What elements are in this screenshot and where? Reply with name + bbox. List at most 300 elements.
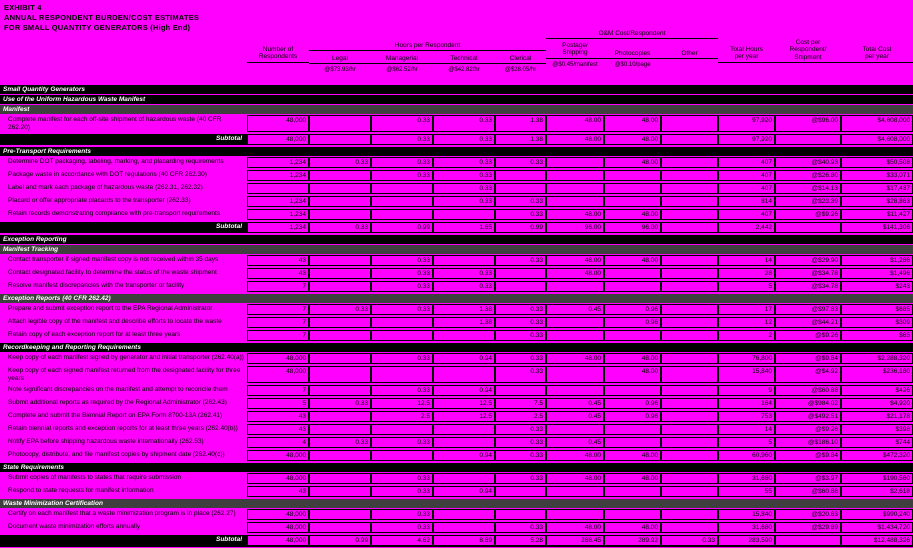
- cell-cost-per-respondent: @$20.63: [775, 509, 841, 520]
- col-header-legal: Legal: [309, 55, 371, 64]
- cell-om-other: [661, 437, 718, 448]
- cell-hours-legal: [309, 353, 371, 364]
- cell-total-cost: $50,508: [841, 157, 913, 168]
- section-header: Exception Reporting: [0, 235, 913, 244]
- cell-num-respondents: 7: [247, 317, 309, 328]
- cell-hours-legal: [309, 209, 371, 220]
- cell-hours-clerical: [495, 183, 546, 194]
- subtotal-label: Subtotal: [0, 134, 247, 145]
- cell-om-postage: 48.00: [546, 268, 604, 279]
- rate-managerial: @$62.52/hr: [386, 67, 418, 73]
- cell-hours-clerical: 0.33: [495, 255, 546, 266]
- table-row: [0, 170, 913, 181]
- cell-om-other: [661, 486, 718, 497]
- cell-total-hours: 283,590: [718, 535, 775, 547]
- row-label: Resolve manifest discrepancies with the transporter or facility: [8, 282, 185, 289]
- cell-om-photocopies: 48.00: [604, 473, 661, 484]
- cell-om-other: [661, 281, 718, 292]
- row-label: Submit copies of manifests to states that require submission: [8, 474, 182, 481]
- cell-hours-legal: [309, 509, 371, 520]
- cell-total-cost: $426: [841, 385, 913, 396]
- cell-om-other: [661, 209, 718, 220]
- cell-hours-legal: 0.33: [309, 222, 371, 233]
- cell-hours-managerial: [371, 330, 433, 341]
- row-label: Package waste in accordance with DOT regulations (40 CFR 262.30): [8, 171, 207, 178]
- cell-num-respondents: 43: [247, 486, 309, 497]
- row-label: Keep copy of each manifest signed by generator and initial transporter (262.40(a)): [8, 354, 244, 361]
- cell-hours-clerical: 0.33: [495, 437, 546, 448]
- cell-hours-managerial: 0.33: [371, 385, 433, 396]
- row-label: Determine DOT packaging, labeling, marking, and placarding requirements: [8, 158, 224, 165]
- row-label: Complete manifest for each off-site shipment of hazardous waste (40 CFR 262.20): [8, 116, 222, 131]
- cell-num-respondents: 7: [247, 281, 309, 292]
- cell-total-hours: 15,840: [718, 366, 775, 383]
- cell-om-photocopies: 48.00: [604, 522, 661, 533]
- cell-hours-technical: 0.94: [433, 353, 495, 364]
- cell-num-respondents: 48,000: [247, 353, 309, 364]
- cell-hours-managerial: 0.99: [371, 222, 433, 233]
- cell-om-photocopies: 48.00: [604, 255, 661, 266]
- cell-hours-managerial: 0.33: [371, 437, 433, 448]
- cell-hours-managerial: [371, 209, 433, 220]
- table-row: [0, 281, 913, 292]
- cell-total-hours: 31,680: [718, 522, 775, 533]
- cell-om-photocopies: 48.00: [604, 353, 661, 364]
- group-header-om-cost: O&M Cost/Respondent: [546, 30, 718, 39]
- subsection-header: Manifest: [0, 105, 913, 114]
- cell-hours-legal: [309, 134, 371, 145]
- cell-om-postage: [546, 330, 604, 341]
- rate-technical: @$42.82/hr: [448, 67, 480, 73]
- cell-cost-per-respondent: @$492.51: [775, 411, 841, 422]
- cell-hours-clerical: 0.33: [495, 366, 546, 383]
- cell-hours-managerial: 0.33: [371, 509, 433, 520]
- cell-cost-per-respondent: [775, 535, 841, 547]
- cell-total-cost: $190,560: [841, 473, 913, 484]
- cell-hours-technical: 0.33: [433, 170, 495, 181]
- rate-photocopies: @$0.10/page: [614, 62, 651, 68]
- cell-hours-technical: [433, 424, 495, 435]
- cell-om-postage: 48.00: [546, 209, 604, 220]
- sub-row: [0, 294, 913, 303]
- cell-total-hours: 14: [718, 255, 775, 266]
- cell-om-photocopies: [604, 196, 661, 207]
- cell-total-cost: $744: [841, 437, 913, 448]
- cell-hours-clerical: 0.33: [495, 317, 546, 328]
- cell-om-photocopies: 48.00: [604, 157, 661, 168]
- cell-om-photocopies: [604, 281, 661, 292]
- cell-total-cost: $17,437: [841, 183, 913, 194]
- cell-om-other: [661, 157, 718, 168]
- cell-om-postage: 288.45: [546, 535, 604, 547]
- cell-om-photocopies: [604, 509, 661, 520]
- title-block: [4, 3, 199, 32]
- cell-cost-per-respondent: @$44.21: [775, 317, 841, 328]
- cell-num-respondents: 48,000: [247, 115, 309, 132]
- cell-total-hours: 97,920: [718, 134, 775, 145]
- cell-num-respondents: 48,000: [247, 535, 309, 547]
- cell-cost-per-respondent: [775, 222, 841, 233]
- cell-num-respondents: 48,000: [247, 473, 309, 484]
- rate-postage: @$0.45/manifest: [552, 62, 598, 68]
- section-header: Pre-Transport Requirements: [0, 147, 913, 156]
- cell-hours-managerial: [371, 183, 433, 194]
- cell-hours-managerial: 0.33: [371, 473, 433, 484]
- subsection-header: Exception Reports (40 CFR 262.42): [0, 294, 913, 303]
- table-row: [0, 385, 913, 396]
- subtotal-row: [0, 535, 913, 547]
- cell-hours-clerical: 2.5: [495, 411, 546, 422]
- cell-om-photocopies: [604, 183, 661, 194]
- cell-total-cost: $472,320: [841, 450, 913, 461]
- cell-total-hours: 97,920: [718, 115, 775, 132]
- row-label: Photocopy, distribute, and file manifest copies by shipment date (262.40(c)): [8, 451, 225, 458]
- cell-hours-legal: [309, 196, 371, 207]
- section-row: [0, 95, 913, 104]
- table-row: [0, 486, 913, 497]
- group-header-hours-per-respondent: Hours per Respondent: [309, 42, 546, 51]
- cell-hours-technical: 1.38: [433, 304, 495, 315]
- cell-hours-managerial: 2.5: [371, 411, 433, 422]
- cell-num-respondents: 48,000: [247, 134, 309, 145]
- cell-hours-legal: [309, 115, 371, 132]
- cell-hours-clerical: 7.5: [495, 398, 546, 409]
- cell-hours-legal: [309, 366, 371, 383]
- table-row: [0, 509, 913, 520]
- cell-hours-technical: 0.33: [433, 196, 495, 207]
- section-header: Recordkeeping and Reporting Requirements: [0, 343, 913, 352]
- cell-hours-managerial: 4.62: [371, 535, 433, 547]
- cell-num-respondents: 48,000: [247, 522, 309, 533]
- cell-om-other: 0.33: [661, 535, 718, 547]
- row-label: Respond to state requests for manifest information: [8, 487, 154, 494]
- table-row: [0, 424, 913, 435]
- cell-num-respondents: 43: [247, 255, 309, 266]
- cell-hours-technical: 1.65: [433, 222, 495, 233]
- row-label: Document waste minimization efforts annually: [8, 523, 141, 530]
- cell-hours-technical: 0.33: [433, 268, 495, 279]
- cell-num-respondents: 7: [247, 330, 309, 341]
- cell-hours-legal: [309, 473, 371, 484]
- cell-total-hours: 753: [718, 411, 775, 422]
- table-row: [0, 353, 913, 364]
- cell-om-photocopies: 96.00: [604, 222, 661, 233]
- cell-om-postage: 0.45: [546, 304, 604, 315]
- subtotal-row: [0, 134, 913, 145]
- cell-hours-legal: [309, 522, 371, 533]
- cell-cost-per-respondent: @$23.39: [775, 196, 841, 207]
- cell-hours-managerial: 0.33: [371, 353, 433, 364]
- row-label: Attach legible copy of the manifest and describe efforts to locate the waste: [8, 318, 222, 325]
- cell-cost-per-respondent: @$9.26: [775, 424, 841, 435]
- cell-hours-clerical: [495, 281, 546, 292]
- cell-om-photocopies: 0.96: [604, 304, 661, 315]
- cell-num-respondents: 48,000: [247, 509, 309, 520]
- cell-hours-technical: 1.38: [433, 317, 495, 328]
- cell-total-hours: 407: [718, 157, 775, 168]
- cell-hours-technical: [433, 209, 495, 220]
- table-row: [0, 115, 913, 132]
- subtotal-label: Subtotal: [0, 222, 247, 233]
- cell-om-other: [661, 317, 718, 328]
- cell-total-cost: $243: [841, 281, 913, 292]
- section-row: [0, 463, 913, 472]
- table-row: [0, 366, 913, 383]
- cell-hours-legal: 0.33: [309, 157, 371, 168]
- cell-hours-managerial: 0.33: [371, 115, 433, 132]
- cell-total-cost: $4,608,000: [841, 115, 913, 132]
- col-header-postage-shipping: Postage/ Shipping: [546, 42, 604, 59]
- cell-hours-clerical: 0.33: [495, 196, 546, 207]
- table-row: [0, 473, 913, 484]
- cell-hours-managerial: [371, 317, 433, 328]
- table-row: [0, 183, 913, 194]
- cell-cost-per-respondent: @$9.26: [775, 330, 841, 341]
- cell-om-other: [661, 424, 718, 435]
- cell-hours-technical: 0.94: [433, 486, 495, 497]
- cell-om-postage: [546, 183, 604, 194]
- cell-hours-legal: 0.33: [309, 437, 371, 448]
- cell-num-respondents: 1,234: [247, 157, 309, 168]
- cell-om-postage: [546, 157, 604, 168]
- cell-om-photocopies: [604, 385, 661, 396]
- table-row: [0, 196, 913, 207]
- cell-total-hours: 60,960: [718, 450, 775, 461]
- table-row: [0, 304, 913, 315]
- cell-om-photocopies: [604, 268, 661, 279]
- cell-hours-managerial: [371, 366, 433, 383]
- cell-om-photocopies: [604, 486, 661, 497]
- cell-om-other: [661, 522, 718, 533]
- cell-hours-managerial: [371, 196, 433, 207]
- cell-hours-legal: [309, 268, 371, 279]
- cell-hours-technical: 0.33: [433, 134, 495, 145]
- col-header-technical: Technical: [433, 55, 495, 64]
- cell-cost-per-respondent: @$96.00: [775, 115, 841, 132]
- cell-total-hours: 12: [718, 317, 775, 328]
- cell-cost-per-respondent: @$29.90: [775, 255, 841, 266]
- cell-total-hours: 2: [718, 330, 775, 341]
- cell-om-other: [661, 366, 718, 383]
- cell-hours-managerial: 0.33: [371, 281, 433, 292]
- cell-om-other: [661, 196, 718, 207]
- cell-total-cost: $33,071: [841, 170, 913, 181]
- cell-hours-legal: 0.33: [309, 304, 371, 315]
- cell-total-cost: $65: [841, 330, 913, 341]
- sub-row: [0, 499, 913, 508]
- cell-om-postage: 0.45: [546, 398, 604, 409]
- cell-hours-technical: 0.33: [433, 157, 495, 168]
- cell-om-postage: [546, 281, 604, 292]
- cell-total-hours: 407: [718, 183, 775, 194]
- cell-hours-legal: [309, 411, 371, 422]
- cell-om-other: [661, 330, 718, 341]
- row-label: Placard or offer appropriate placards to the transporter (262.33): [8, 197, 191, 204]
- cell-total-cost: $2,618: [841, 486, 913, 497]
- table-row: [0, 330, 913, 341]
- cell-hours-legal: [309, 183, 371, 194]
- row-label: Contact transporter if signed manifest copy is not received within 35 days: [8, 256, 219, 263]
- cell-hours-technical: [433, 437, 495, 448]
- cell-num-respondents: 43: [247, 424, 309, 435]
- cell-om-photocopies: [604, 424, 661, 435]
- cell-om-other: [661, 353, 718, 364]
- cell-hours-technical: 0.33: [433, 281, 495, 292]
- cell-hours-technical: [433, 473, 495, 484]
- section-row: [0, 235, 913, 244]
- cell-hours-technical: [433, 330, 495, 341]
- subtotal-label: Subtotal: [0, 535, 247, 547]
- cell-num-respondents: 7: [247, 304, 309, 315]
- col-header-managerial: Managerial: [371, 55, 433, 64]
- cell-om-other: [661, 255, 718, 266]
- cell-om-postage: 48.00: [546, 134, 604, 145]
- cell-total-cost: $12,488,326: [841, 535, 913, 547]
- cell-total-cost: $2,288,320: [841, 353, 913, 364]
- cell-total-cost: $4,608,000: [841, 134, 913, 145]
- cell-hours-technical: [433, 366, 495, 383]
- row-label: Retain biennial reports and exception reports for at least three years (262.40(b)): [8, 425, 238, 432]
- cell-total-hours: 15,840: [718, 509, 775, 520]
- cell-hours-legal: [309, 385, 371, 396]
- cell-total-cost: $309: [841, 317, 913, 328]
- cell-num-respondents: 7: [247, 385, 309, 396]
- cell-hours-technical: 0.33: [433, 183, 495, 194]
- col-header-total-cost: Total Cost per year: [841, 46, 913, 63]
- cell-om-other: [661, 473, 718, 484]
- cell-total-hours: 407: [718, 209, 775, 220]
- cell-cost-per-respondent: @$60.88: [775, 385, 841, 396]
- cell-om-other: [661, 385, 718, 396]
- row-label: Complete and submit the Biennial Report on EPA Form 8700-13A (262.41): [8, 412, 223, 419]
- cell-om-postage: [546, 385, 604, 396]
- cell-om-postage: 96.00: [546, 222, 604, 233]
- cell-om-other: [661, 509, 718, 520]
- cell-om-other: [661, 411, 718, 422]
- cell-cost-per-respondent: @$9.26: [775, 209, 841, 220]
- sub-row: [0, 105, 913, 114]
- cell-cost-per-respondent: @$186.10: [775, 437, 841, 448]
- cell-total-cost: $685: [841, 304, 913, 315]
- cell-hours-managerial: 0.33: [371, 134, 433, 145]
- row-label: Retain copy of each exception report for at least three years: [8, 331, 181, 338]
- cell-om-other: [661, 398, 718, 409]
- cell-total-hours: 407: [718, 170, 775, 181]
- cell-hours-legal: [309, 170, 371, 181]
- table-row: [0, 437, 913, 448]
- cell-hours-managerial: 12.5: [371, 398, 433, 409]
- subtotal-row: [0, 222, 913, 233]
- row-label: Certify on each manifest that a waste minimization program is in place (262.27): [8, 510, 236, 517]
- col-header-total-hours: Total Hours per year: [718, 46, 775, 63]
- page-subtitle: FOR SMALL QUANTITY GENERATORS (High End): [4, 22, 191, 32]
- row-label: Label and mark each package of hazardous waste (262.31, 262.32): [8, 184, 203, 191]
- cell-cost-per-respondent: @$3.97: [775, 473, 841, 484]
- cell-hours-managerial: 0.33: [371, 170, 433, 181]
- cell-om-other: [661, 115, 718, 132]
- cell-hours-technical: 8.89: [433, 535, 495, 547]
- cell-hours-technical: 0.94: [433, 450, 495, 461]
- cell-num-respondents: 43: [247, 411, 309, 422]
- cell-hours-clerical: 0.33: [495, 209, 546, 220]
- cell-hours-technical: [433, 522, 495, 533]
- cell-total-cost: $1,496: [841, 268, 913, 279]
- cell-total-cost: $11,427: [841, 209, 913, 220]
- cell-cost-per-respondent: @$34.78: [775, 281, 841, 292]
- cell-num-respondents: 1,234: [247, 222, 309, 233]
- cell-hours-managerial: [371, 450, 433, 461]
- cell-hours-clerical: [495, 385, 546, 396]
- cell-total-cost: $236,160: [841, 366, 913, 383]
- cell-cost-per-respondent: @$40.93: [775, 157, 841, 168]
- cell-hours-legal: [309, 281, 371, 292]
- col-header-number-of-respondents: Number of Respondents: [247, 46, 309, 63]
- cell-hours-managerial: 0.33: [371, 304, 433, 315]
- cell-cost-per-respondent: @$4.92: [775, 366, 841, 383]
- cell-total-cost: $398: [841, 424, 913, 435]
- cell-hours-legal: [309, 486, 371, 497]
- cell-om-other: [661, 222, 718, 233]
- cell-total-hours: 9: [718, 385, 775, 396]
- cell-om-photocopies: 48.00: [604, 450, 661, 461]
- subsection-header: Waste Minimization Certification: [0, 499, 913, 508]
- subsection-header: Manifest Tracking: [0, 245, 913, 254]
- cell-om-postage: [546, 196, 604, 207]
- cell-hours-clerical: 0.33: [495, 157, 546, 168]
- cell-om-photocopies: 0.96: [604, 317, 661, 328]
- section-header: Use of the Uniform Hazardous Waste Manifest: [0, 95, 913, 104]
- cell-om-postage: [546, 486, 604, 497]
- cell-cost-per-respondent: @$29.89: [775, 522, 841, 533]
- page-title: ANNUAL RESPONDENT BURDEN/COST ESTIMATES: [4, 12, 200, 22]
- cell-num-respondents: 1,234: [247, 196, 309, 207]
- cell-hours-legal: 0.99: [309, 535, 371, 547]
- cell-om-photocopies: [604, 170, 661, 181]
- cell-hours-managerial: 0.33: [371, 522, 433, 533]
- cell-hours-clerical: 0.99: [495, 222, 546, 233]
- cell-num-respondents: 43: [247, 268, 309, 279]
- cell-om-postage: 48.00: [546, 115, 604, 132]
- cell-om-photocopies: 48.00: [604, 366, 661, 383]
- cell-om-postage: [546, 509, 604, 520]
- cell-num-respondents: 5: [247, 398, 309, 409]
- row-label: Retain records demonstrating compliance with pre-transport requirements: [8, 210, 221, 217]
- cell-hours-clerical: 0.33: [495, 522, 546, 533]
- cell-total-cost: $4,920: [841, 398, 913, 409]
- cell-hours-technical: 0.33: [433, 115, 495, 132]
- cell-total-cost: $21,178: [841, 411, 913, 422]
- cell-om-other: [661, 183, 718, 194]
- cell-hours-clerical: 0.33: [495, 473, 546, 484]
- cell-hours-technical: 12.5: [433, 411, 495, 422]
- cell-hours-managerial: 0.33: [371, 157, 433, 168]
- cell-om-photocopies: 48.00: [604, 134, 661, 145]
- cell-om-photocopies: 48.00: [604, 115, 661, 132]
- cell-cost-per-respondent: @$9.84: [775, 450, 841, 461]
- cell-total-cost: $1,434,720: [841, 522, 913, 533]
- cell-hours-clerical: 5.28: [495, 535, 546, 547]
- cell-total-hours: 28: [718, 268, 775, 279]
- cell-total-hours: 2,442: [718, 222, 775, 233]
- table-row: [0, 522, 913, 533]
- table-row: [0, 209, 913, 220]
- cell-total-hours: 14: [718, 424, 775, 435]
- cell-hours-managerial: 0.33: [371, 255, 433, 266]
- cell-hours-clerical: 1.38: [495, 115, 546, 132]
- cell-hours-clerical: [495, 170, 546, 181]
- cell-om-postage: [546, 366, 604, 383]
- col-header-other: Other: [661, 50, 718, 59]
